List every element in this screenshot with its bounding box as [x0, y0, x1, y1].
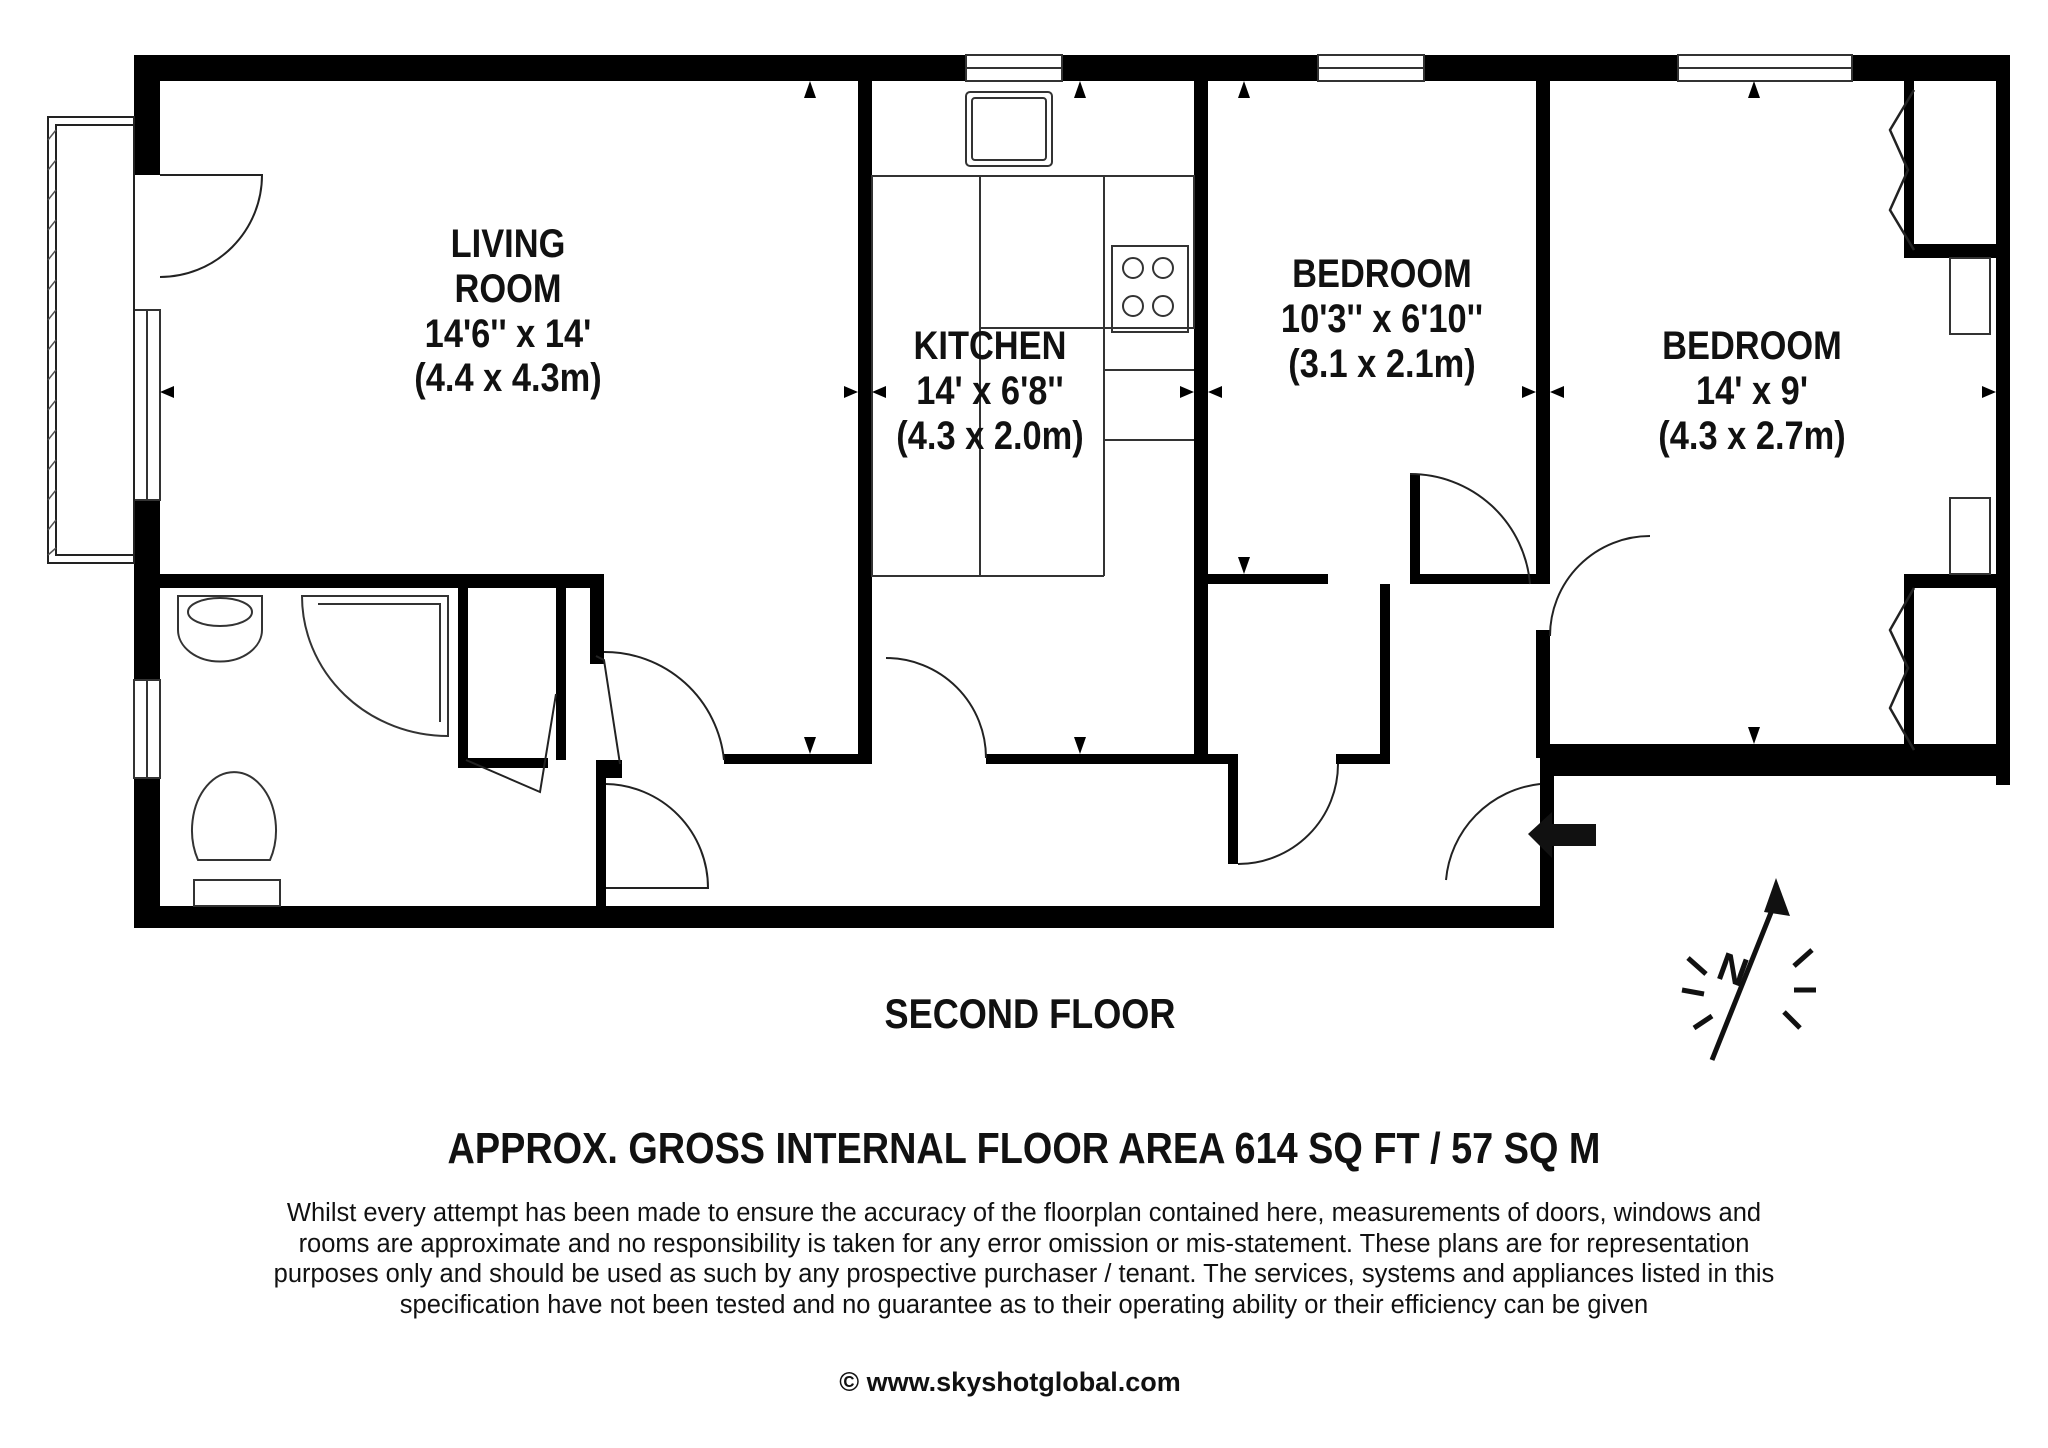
bedroom-2-name: BEDROOM — [1662, 324, 1842, 368]
bedroom-1-label — [1253, 252, 1511, 386]
kitchen-dim-metric: (4.3 x 2.0m) — [896, 413, 1084, 458]
living-room-dim-metric: (4.4 x 4.3m) — [414, 356, 602, 401]
disclaimer-line: purposes only and should be used as such by any prospective purchaser / tenant. The services, systems and appliances listed in this — [273, 1260, 1775, 1289]
outer-wall-left-mid — [134, 500, 160, 680]
wall-cupboard-b — [556, 588, 566, 760]
bedroom-1-dim-imperial: 10'3'' x 6'10'' — [1280, 296, 1484, 341]
outer-wall-bottom-right — [1540, 758, 2010, 776]
door-bathroom — [606, 784, 708, 888]
wall-living-bottom — [724, 754, 872, 764]
bedroom-2-dim-imperial: 14' x 9' — [1695, 368, 1808, 413]
door-store — [1238, 764, 1338, 864]
living-room-name-line2: ROOM — [454, 266, 562, 311]
door-balcony — [160, 175, 262, 277]
compass-icon — [1682, 900, 1816, 1060]
living-room-name-line1: LIVING — [450, 222, 566, 266]
wall-bedroom-bedroom — [1536, 81, 1550, 581]
hob — [1112, 246, 1188, 332]
toilet — [192, 772, 276, 860]
wall-wardrobe-lower — [1904, 574, 1996, 588]
outer-wall-right — [1996, 55, 2010, 785]
disclaimer — [150, 1198, 1898, 1320]
living-room-dim-imperial: 14'6'' x 14' — [424, 311, 592, 356]
door-living-room — [604, 652, 724, 760]
wall-kitchen-bedroom — [1194, 81, 1208, 761]
door-cupboard — [466, 694, 556, 792]
kitchen-dim-imperial: 14' x 6'8'' — [916, 368, 1064, 413]
entrance-arrow-icon — [1528, 812, 1596, 858]
door-kitchen — [886, 658, 986, 758]
wall-store-right — [1380, 584, 1390, 764]
wall-kitchen-bottom — [986, 754, 1208, 764]
bedroom-1-dim-metric: (3.1 x 2.1m) — [1288, 341, 1476, 386]
wall-store-bottom-right — [1336, 754, 1390, 764]
wall-bathroom-lower — [596, 778, 606, 928]
door-bedroom1 — [1410, 474, 1530, 584]
shower-tray — [302, 596, 448, 736]
door-bedroom2 — [1550, 536, 1650, 636]
kitchen-sink — [966, 92, 1052, 166]
wall-bathroom-top — [160, 574, 604, 588]
door-entrance — [1446, 784, 1540, 880]
wall-bathroom-right — [596, 760, 622, 778]
bedroom-2-label — [1632, 324, 1873, 458]
compass-label: N — [1711, 944, 1754, 996]
wardrobe-upper — [1950, 258, 1990, 334]
copyright-link[interactable]: © www.skyshotglobal.com — [839, 1367, 1181, 1397]
disclaimer-line: Whilst every attempt has been made to ensure the accuracy of the floorplan contained here, measurements of doors, windows and — [286, 1199, 1762, 1227]
wall-bedroom2-lower-left — [1536, 630, 1550, 758]
wall-cupboard-a — [458, 588, 468, 760]
floor-title: SECOND FLOOR — [884, 990, 1176, 1037]
bedroom-1-name: BEDROOM — [1292, 252, 1472, 296]
door-cupboard-2 — [596, 656, 620, 764]
wardrobe-lower — [1950, 498, 1990, 574]
wall-bedroom2-bottom — [1536, 744, 2010, 758]
kitchen-label — [887, 324, 1093, 458]
living-room-label — [370, 222, 645, 401]
disclaimer-line: rooms are approximate and no responsibility is taken for any error omission or mis-statement. These plans are for representation — [298, 1229, 1750, 1258]
balcony — [48, 117, 134, 563]
outer-wall-bottom — [134, 906, 1554, 928]
outer-wall-left-upper — [134, 55, 160, 175]
wall-wardrobe-upper-post — [1904, 81, 1914, 257]
wall-wardrobe-upper — [1904, 244, 1996, 258]
wall-bathroom-cupboard — [590, 574, 604, 664]
wall-bedroom1-door-jamb — [1410, 474, 1420, 584]
disclaimer-line: specification have not been tested and no guarantee as to their operating ability or their efficiency can be given — [399, 1290, 1649, 1319]
kitchen-name: KITCHEN — [913, 324, 1067, 368]
floor-area-text: APPROX. GROSS INTERNAL FLOOR AREA 614 SQ FT / 57 SQ M — [447, 1124, 1601, 1173]
bedroom-2-dim-metric: (4.3 x 2.7m) — [1658, 413, 1846, 458]
wall-bedroom1-bottom-left — [1208, 574, 1328, 584]
wall-store-left — [1228, 754, 1238, 864]
outer-wall-left-lower — [134, 778, 160, 928]
wall-living-kitchen — [858, 81, 872, 761]
